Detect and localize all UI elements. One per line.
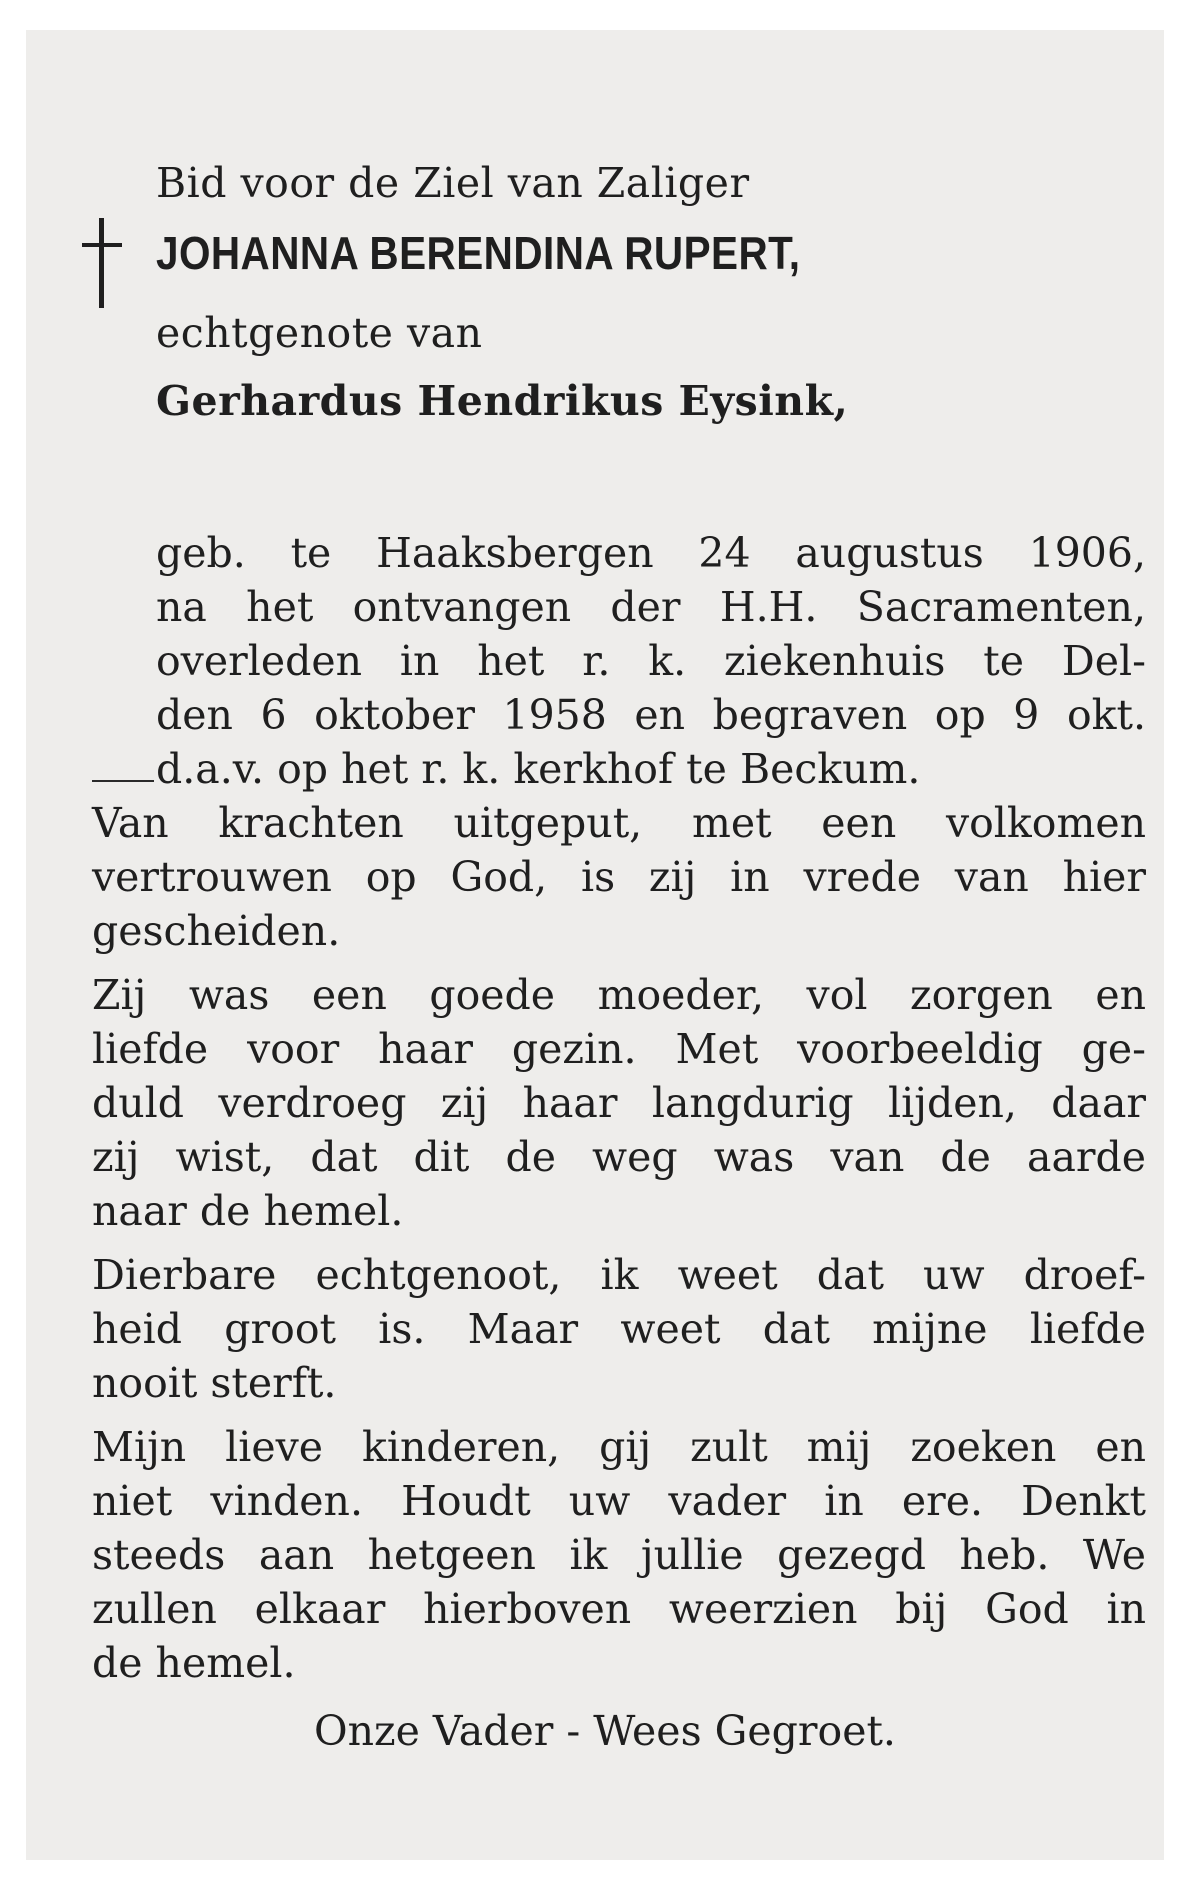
details-line: d.a.v. op het r. k. kerkhof te Beckum.	[156, 745, 921, 793]
paragraph-line: heid groot is. Maar weet dat mijne liefde	[92, 1305, 1146, 1353]
body-text	[92, 796, 1146, 1700]
details-line: na het ontvangen der H.H. Sacramenten,	[156, 583, 1146, 631]
paragraph-line: liefde voor haar gezin. Met voorbeeldig ge-	[92, 1025, 1146, 1073]
paragraph-line: de hemel.	[92, 1639, 296, 1687]
separator-dash	[92, 780, 154, 782]
paragraph-line: zij wist, dat dit de weg was van de aarde	[92, 1133, 1146, 1181]
memorial-card	[26, 30, 1164, 1860]
cross-icon	[82, 218, 122, 308]
paragraph-line: vertrouwen op God, is zij in vrede van hier	[92, 853, 1146, 901]
prayer-line: Bid voor de Ziel van Zaliger	[156, 159, 750, 207]
paragraph-line: duld verdroeg zij haar langdurig lijden, daar	[92, 1079, 1146, 1127]
paragraph	[92, 1248, 1146, 1410]
details-block	[156, 526, 1146, 796]
spouse-name: Gerhardus Hendrikus Eysink,	[156, 377, 849, 425]
details-line: overleden in het r. k. ziekenhuis te Del-	[156, 637, 1146, 685]
paragraph-line: gescheiden.	[92, 907, 341, 955]
paragraph-line: niet vinden. Houdt uw vader in ere. Denkt	[92, 1477, 1146, 1525]
details-line: den 6 oktober 1958 en begraven op 9 okt.	[156, 691, 1146, 739]
closing-prayer: Onze Vader - Wees Gegroet.	[314, 1707, 896, 1755]
deceased-name: JOHANNA BERENDINA RUPERT,	[156, 227, 801, 279]
paragraph-line: Mijn lieve kinderen, gij zult mij zoeken en	[92, 1423, 1146, 1471]
paragraph-line: zullen elkaar hierboven weerzien bij God in	[92, 1585, 1146, 1633]
paragraph-line: Van krachten uitgeput, met een volkomen	[92, 799, 1146, 847]
paragraph-line: Dierbare echtgenoot, ik weet dat uw droef-	[92, 1251, 1146, 1299]
paragraph-line: Zij was een goede moeder, vol zorgen en	[92, 971, 1146, 1019]
paragraph	[92, 796, 1146, 958]
paragraph-line: nooit sterft.	[92, 1359, 337, 1407]
paragraph-line: naar de hemel.	[92, 1187, 404, 1235]
details-line: geb. te Haaksbergen 24 augustus 1906,	[156, 529, 1146, 577]
spouse-label: echtgenote van	[156, 309, 483, 357]
paragraph	[92, 1420, 1146, 1690]
paragraph-line: steeds aan hetgeen ik jullie gezegd heb. We	[92, 1531, 1146, 1579]
paragraph	[92, 968, 1146, 1238]
